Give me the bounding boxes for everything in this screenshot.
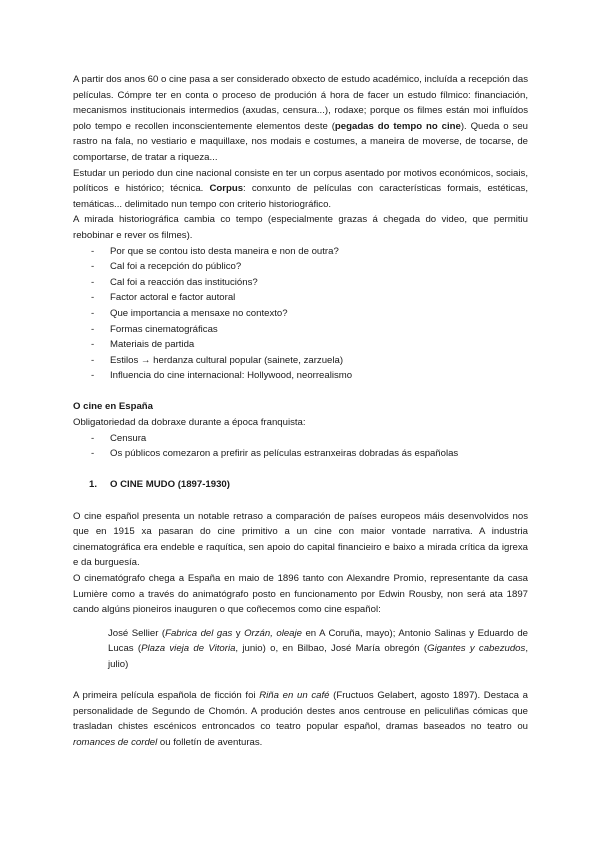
- spacer: [73, 618, 528, 626]
- corpus-text-end: : conxunto de películas con características formais, estéticas, temáticas... delimitado nun tempo con criterio historiográfico.: [73, 183, 528, 210]
- silent-cinema-paragraph: O cine español presenta un notable retraso a comparación de países europeos máis desenvolvidos nos que en 1915 xa pasaran do cine primitivo a un cine con maior vontade narrativa. A industria cinematográfica era endeble e raquítica, sen apoio do capital financieiro e baixo a mirada crítica da igrexa e da burguesía.: [73, 510, 528, 569]
- film-title: Fabrica del gas: [165, 627, 233, 639]
- corpus-paragraph: [73, 166, 528, 213]
- quote-text: , julio): [108, 643, 528, 670]
- numbered-heading: [73, 477, 528, 493]
- cinematograph-paragraph: O cinematógrafo chega a España en maio de 1896 tanto con Alexandre Promio, representante da casa Lumière como a través do animatógrafo posto en funcionamento por Edwin Rousby, non será ata 1897 cando algúns pioneiros inauguren o que coñecemos como cine español:: [73, 573, 528, 616]
- list-item: - Influencia do cine internacional: Hollywood, neorrealismo: [73, 368, 528, 384]
- document-body: [73, 72, 528, 751]
- intro-text: A partir dos anos 60 o cine pasa a ser considerado obxecto de estudo académico, incluída a recepción das películas. Cómpre ter en conta o proceso de produción á hora de facer un estudo fílmico: financiación, mecanismos institucionais intermedios (axudas, censura...), rodaxe; porque os filmes están moi influídos polo tempo e recollen inconscientemente elementos deste (: [73, 74, 528, 132]
- film-title: Plaza vieja de Vitoria: [141, 643, 236, 655]
- paragraph-text: ou folletín de aventuras.: [157, 736, 263, 748]
- section-intro: Obligatoriedad da dobraxe durante a época franquista:: [73, 417, 306, 429]
- paragraph-text: (Fructuos Gelabert, agosto 1897). Destaca a personalidade de Segundo de Chomón. A produción destes anos centrouse en peliculiñas cómicas que trasladan chistes escénicos entroncados co teatro popular español, dramas baseados no teatro ou: [73, 690, 529, 733]
- corpus-text: Estudar un periodo dun cine nacional consiste en ter un corpus asentado por motivos económicos, sociais, políticos e histórico; técnica.: [73, 167, 528, 195]
- list-item: - Cal foi a recepción do público?: [73, 259, 528, 275]
- film-title: Gigantes y cabezudos: [427, 643, 526, 655]
- list-item: - Cal foi a reacción das institucións?: [73, 275, 528, 291]
- quote-text: y: [232, 627, 245, 639]
- questions-list: [73, 244, 528, 384]
- quote-text: en A Coruña, mayo); Antonio Salinas y Eduardo de Lucas (: [108, 627, 529, 655]
- list-item: - Censura: [73, 431, 528, 447]
- historiography-paragraph: A mirada historiográfica cambia co tempo (especialmente grazas á chegada do video, que permitiu rebobinar e rever os filmes).: [73, 214, 528, 241]
- spacer: [73, 384, 528, 400]
- list-item: - Por que se contou isto desta maneira e non de outra?: [73, 244, 528, 260]
- quote-text: José Sellier (: [108, 627, 166, 639]
- list-item: - Que importancia a mensaxe no contexto?: [73, 306, 528, 322]
- intro-bold: pegadas do tempo no cine: [334, 120, 461, 132]
- corpus-bold: Corpus: [209, 183, 244, 195]
- intro-paragraph: [73, 72, 528, 166]
- list-item: - Materiais de partida: [73, 337, 528, 353]
- list-item: - Formas cinematográficas: [73, 322, 528, 338]
- spacer: [73, 673, 528, 689]
- list-item: - Factor actoral e factor autoral: [73, 290, 528, 306]
- first-fiction-paragraph: [73, 688, 528, 750]
- section-heading: O cine en España: [73, 401, 153, 413]
- spacer: [73, 493, 528, 509]
- heading-text: O CINE MUDO (1897-1930): [110, 479, 230, 491]
- list-item: - Os públicos comezaron a prefirir as películas estranxeiras dobradas ás españolas: [73, 446, 528, 462]
- dubbing-list: [73, 431, 528, 462]
- spacer: [73, 462, 528, 478]
- paragraph-text: A primeira película española de ficción foi: [73, 690, 260, 702]
- pioneers-quote: [73, 626, 528, 673]
- genre-term: romances de cordel: [73, 736, 158, 748]
- list-item: - Estilos → herdanza cultural popular (sainete, zarzuela): [73, 353, 528, 369]
- heading-number: 1.: [89, 479, 98, 491]
- film-title: Riña en un café: [259, 690, 330, 702]
- intro-text-end: ). Queda o seu rastro na fala, no vestiario e maquillaxe, nos modais e costumes, a maneira de moverse, de tocarse, de comportarse, de tratar a riqueza...: [73, 120, 528, 163]
- film-title: Orzán, oleaje: [244, 627, 302, 639]
- quote-text: , junio) o, en Bilbao, José María obregón (: [235, 643, 428, 655]
